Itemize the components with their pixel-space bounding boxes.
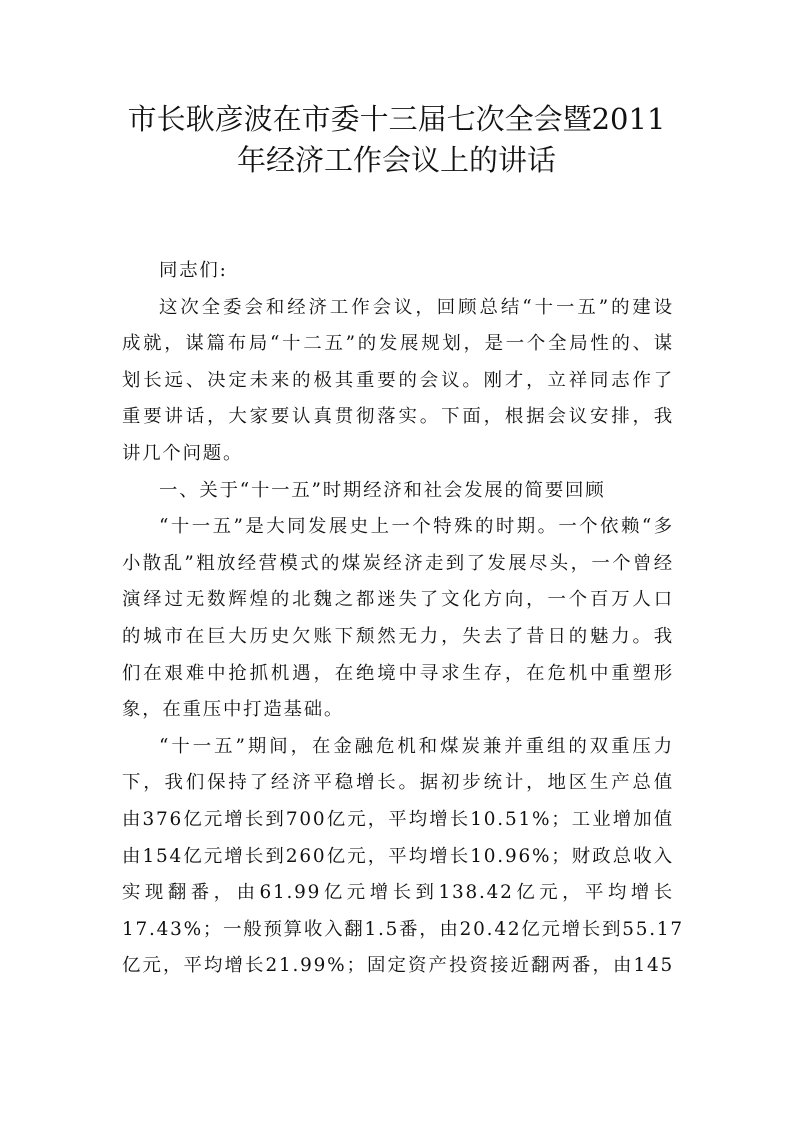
paragraph-line: 演绎过无数辉煌的北魏之都迷失了文化方向，一个百万人口 bbox=[122, 589, 674, 611]
document-title bbox=[100, 99, 693, 181]
paragraph-line: 由376亿元增长到700亿元，平均增长10.51%；工业增加值 bbox=[122, 808, 674, 830]
paragraph-line: 小散乱”粗放经营模式的煤炭经济走到了发展尽头，一个曾经 bbox=[122, 552, 674, 574]
section-heading: 一、关于“十一五”时期经济和社会发展的简要回顾 bbox=[159, 479, 606, 501]
title-line-2: 年经济工作会议上的讲话 bbox=[236, 143, 556, 177]
paragraph-line: 讲几个问题。 bbox=[122, 442, 244, 464]
paragraph-line: 由154亿元增长到260亿元，平均增长10.96%；财政总收入 bbox=[122, 845, 674, 867]
paragraph-line: 的城市在巨大历史欠账下颓然无力，失去了昔日的魅力。我 bbox=[122, 625, 674, 647]
paragraph-line: 17.43%；一般预算收入翻1.5番，由20.42亿元增长到55.17 bbox=[122, 918, 684, 940]
paragraph-line: 这次全委会和经济工作会议，回顾总结“十一五”的建设 bbox=[159, 296, 674, 318]
paragraph-line: 们在艰难中抢抓机遇，在绝境中寻求生存，在危机中重塑形 bbox=[122, 662, 674, 684]
paragraph-line: 下，我们保持了经济平稳增长。据初步统计，地区生产总值 bbox=[122, 772, 674, 794]
paragraph-line: 象，在重压中打造基础。 bbox=[122, 699, 345, 721]
paragraph-line: “十一五”期间，在金融危机和煤炭兼并重组的双重压力 bbox=[159, 735, 674, 757]
paragraph-line: “十一五”是大同发展史上一个特殊的时期。一个依赖“多 bbox=[159, 516, 674, 538]
title-line-1: 市长耿彦波在市委十三届七次全会暨2011 bbox=[127, 102, 666, 136]
paragraph-line: 划长远、决定未来的极其重要的会议。刚才，立祥同志作了 bbox=[122, 369, 674, 391]
paragraph-line: 重要讲话，大家要认真贯彻落实。下面，根据会议安排，我 bbox=[122, 406, 674, 428]
document-body bbox=[122, 253, 684, 985]
paragraph-line: 亿元，平均增长21.99%；固定资产投资接近翻两番，由145 bbox=[122, 955, 674, 977]
paragraph-line: 实现翻番，由61.99亿元增长到138.42亿元，平均增长 bbox=[122, 882, 674, 904]
paragraph-line: 成就，谋篇布局“十二五”的发展规划，是一个全局性的、谋 bbox=[122, 333, 674, 355]
salutation: 同志们: bbox=[159, 260, 228, 281]
